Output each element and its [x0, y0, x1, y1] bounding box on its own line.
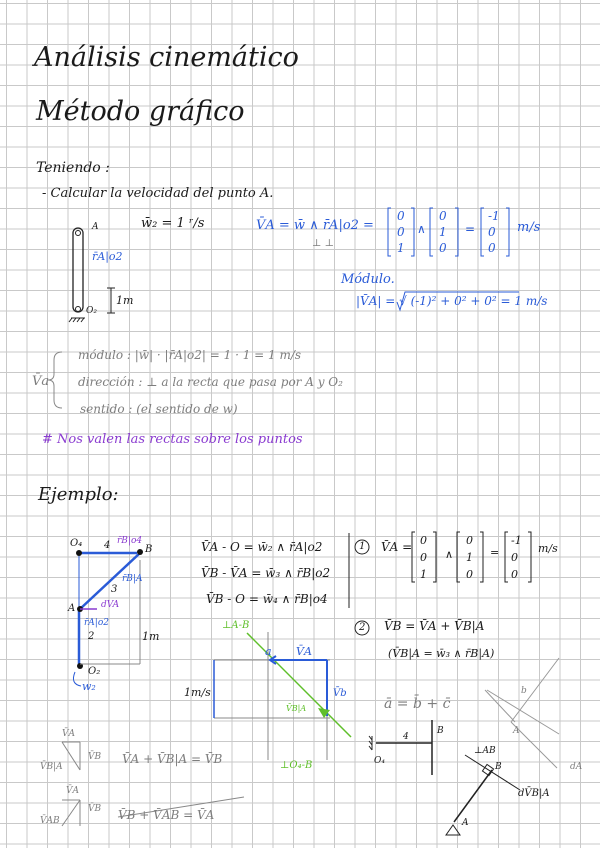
ex-rao2: r̄A|o2: [84, 618, 109, 628]
diag-perp-o4b: ⊥O₄-B: [280, 760, 313, 771]
ex-vba-eq: (V̄B|A = w̄₃ ∧ r̄B|A): [388, 647, 495, 660]
small-vab: V̄AB: [40, 816, 60, 826]
ex-dva: dVA: [101, 600, 120, 610]
small-sum-1: V̄A + V̄B|A = V̄B: [122, 752, 223, 766]
va-props-label: V̄a: [32, 374, 50, 389]
small-va: V̄A: [62, 729, 75, 739]
small-vb: V̄B: [88, 752, 102, 762]
matrix-3-values: [488, 208, 500, 256]
modulo-equation: |V̄A| = √ (-1)² + 0² + 0² = 1 m/s: [356, 294, 548, 308]
bottom-o4: O₄: [374, 756, 385, 766]
m2-0: 0: [439, 209, 447, 223]
prop-sentido: sentido : (el sentido de w): [80, 402, 238, 416]
ex-link3: 3: [111, 584, 118, 595]
unit-ms: m/s: [517, 220, 541, 235]
equals-2: =: [490, 546, 500, 559]
diag-vb: V̄b: [333, 688, 347, 699]
bottom-4: 4: [403, 732, 409, 742]
page-subtitle: Método gráfico: [36, 96, 245, 127]
modulo-label: Módulo.: [341, 272, 395, 287]
ex-link4: 4: [104, 540, 111, 551]
ex-o4: O₄: [70, 538, 83, 549]
sketch-a: A: [513, 726, 520, 736]
vm2-1: 1: [466, 551, 473, 564]
wedge-1: ∧: [417, 222, 426, 236]
ex-o2: O₂: [88, 666, 101, 677]
pin-b: [137, 549, 143, 555]
m3-1: 0: [488, 225, 496, 239]
intro-label: Teniendo :: [36, 160, 110, 176]
omega-value: w̄₂ = 1 ʳ/s: [141, 216, 205, 231]
vm1-0: 0: [420, 534, 427, 547]
sketch-b: b: [521, 686, 527, 696]
vm1-2: 1: [420, 568, 427, 581]
diag-vba: V̄B|A: [286, 704, 307, 713]
small-va-2: V̄A: [66, 786, 79, 796]
prop-modulo: módulo : |w̄| · |r̄A|o2| = 1 · 1 = 1 m/s: [78, 348, 302, 362]
diag-a: a: [265, 645, 272, 658]
eq-2: V̄B - V̄A = w̄₃ ∧ r̄B|o2: [201, 566, 331, 580]
m3-2: 0: [488, 241, 496, 255]
prop-direccion: dirección : ⊥ a la recta que pasa por A y O₂: [78, 375, 343, 389]
ex-rba: r̄B|A: [122, 574, 143, 584]
vm3-0: -1: [511, 534, 522, 547]
wedge-2: ∧: [445, 548, 454, 561]
eq-1: V̄A - O = w̄₂ ∧ r̄A|o2: [201, 540, 323, 554]
label-r-a-o2: r̄A|o2: [92, 250, 123, 263]
vector-sketch: [485, 658, 559, 768]
small-triangle-1: [62, 742, 80, 770]
ex-va-eq: V̄A =: [381, 540, 413, 554]
diag-scale: 1m/s: [184, 686, 211, 699]
bottom-link-a: [454, 770, 492, 822]
small-sum-2: V̄B + V̄AB = V̄A: [118, 808, 215, 822]
pin-o4: [76, 550, 82, 556]
ex-link2: 2: [88, 631, 95, 642]
eq-3: V̄B - O = w̄₄ ∧ r̄B|o4: [206, 592, 328, 606]
ex-a: A: [68, 603, 76, 614]
perp-marks: ⊥ ⊥: [312, 238, 334, 249]
vm1-values: [420, 532, 427, 583]
label-o2: O₂: [86, 306, 97, 316]
m2-2: 0: [439, 241, 447, 255]
vb-arrowhead: [318, 708, 330, 718]
w2-arrow: [73, 672, 81, 686]
vm2-values: [466, 532, 473, 583]
bottom-b: B: [437, 726, 444, 736]
diag-va: V̄A: [296, 645, 312, 658]
m1-2: 1: [397, 241, 405, 255]
bottom-ground: [369, 736, 372, 750]
va-equation: V̄A = w̄ ∧ r̄A|o2 =: [256, 218, 374, 233]
bottom-perp-ab: ⊥AB: [474, 746, 496, 756]
ex-abc: ā = b̄ + c̄: [384, 696, 451, 712]
m2-1: 1: [439, 225, 447, 239]
bottom-a: A: [462, 818, 469, 828]
brace: [48, 352, 62, 408]
label-length: 1m: [116, 294, 134, 307]
bottom-support: [446, 825, 460, 835]
vm3-2: 0: [511, 568, 518, 581]
pin-a: [76, 231, 81, 236]
dim-1m: [107, 288, 115, 313]
small-vba: V̄B|A: [40, 762, 63, 772]
bottom-b2: B: [495, 762, 502, 772]
pin-o2: [76, 307, 81, 312]
intro-task: - Calcular la velocidad del punto A.: [42, 186, 274, 201]
m3-0: -1: [488, 209, 500, 223]
vm1-1: 0: [420, 551, 427, 564]
bottom-perp: [465, 755, 520, 790]
small-vb-2: V̄B: [88, 804, 102, 814]
matrix-2-values: [439, 208, 447, 256]
matrix-1-values: [397, 208, 405, 256]
bottom-dvba: dV̄B|A: [518, 788, 550, 799]
equals-1: =: [465, 222, 476, 236]
ex-vb-eq: V̄B = V̄A + V̄B|A: [384, 619, 485, 633]
label-a: A: [92, 222, 99, 232]
ex-length: 1m: [142, 630, 160, 643]
ex-unit: m/s: [538, 542, 558, 555]
circle-1-label: 1: [359, 541, 366, 552]
diag-perp-ab: ⊥A-B: [222, 620, 250, 631]
circle-2-label: 2: [359, 622, 366, 633]
note-rectas: # Nos valen las rectas sobre los puntos: [42, 432, 303, 447]
vm3-1: 0: [511, 551, 518, 564]
bar-link: [73, 228, 83, 312]
ex-b: B: [145, 544, 153, 555]
m1-1: 0: [397, 225, 405, 239]
m1-0: 0: [397, 209, 405, 223]
small-triangle-2: [62, 800, 80, 826]
ground-1: [69, 318, 85, 322]
page-title: Análisis cinemático: [34, 42, 299, 73]
vm2-0: 0: [466, 534, 473, 547]
ex-w2: w₂: [82, 680, 96, 693]
sketch-da: dA: [570, 762, 583, 772]
example-label: Ejemplo:: [38, 484, 119, 505]
vm3-values: [511, 532, 522, 583]
vm2-2: 0: [466, 568, 473, 581]
ex-rb04: r̄B|o4: [117, 536, 143, 546]
